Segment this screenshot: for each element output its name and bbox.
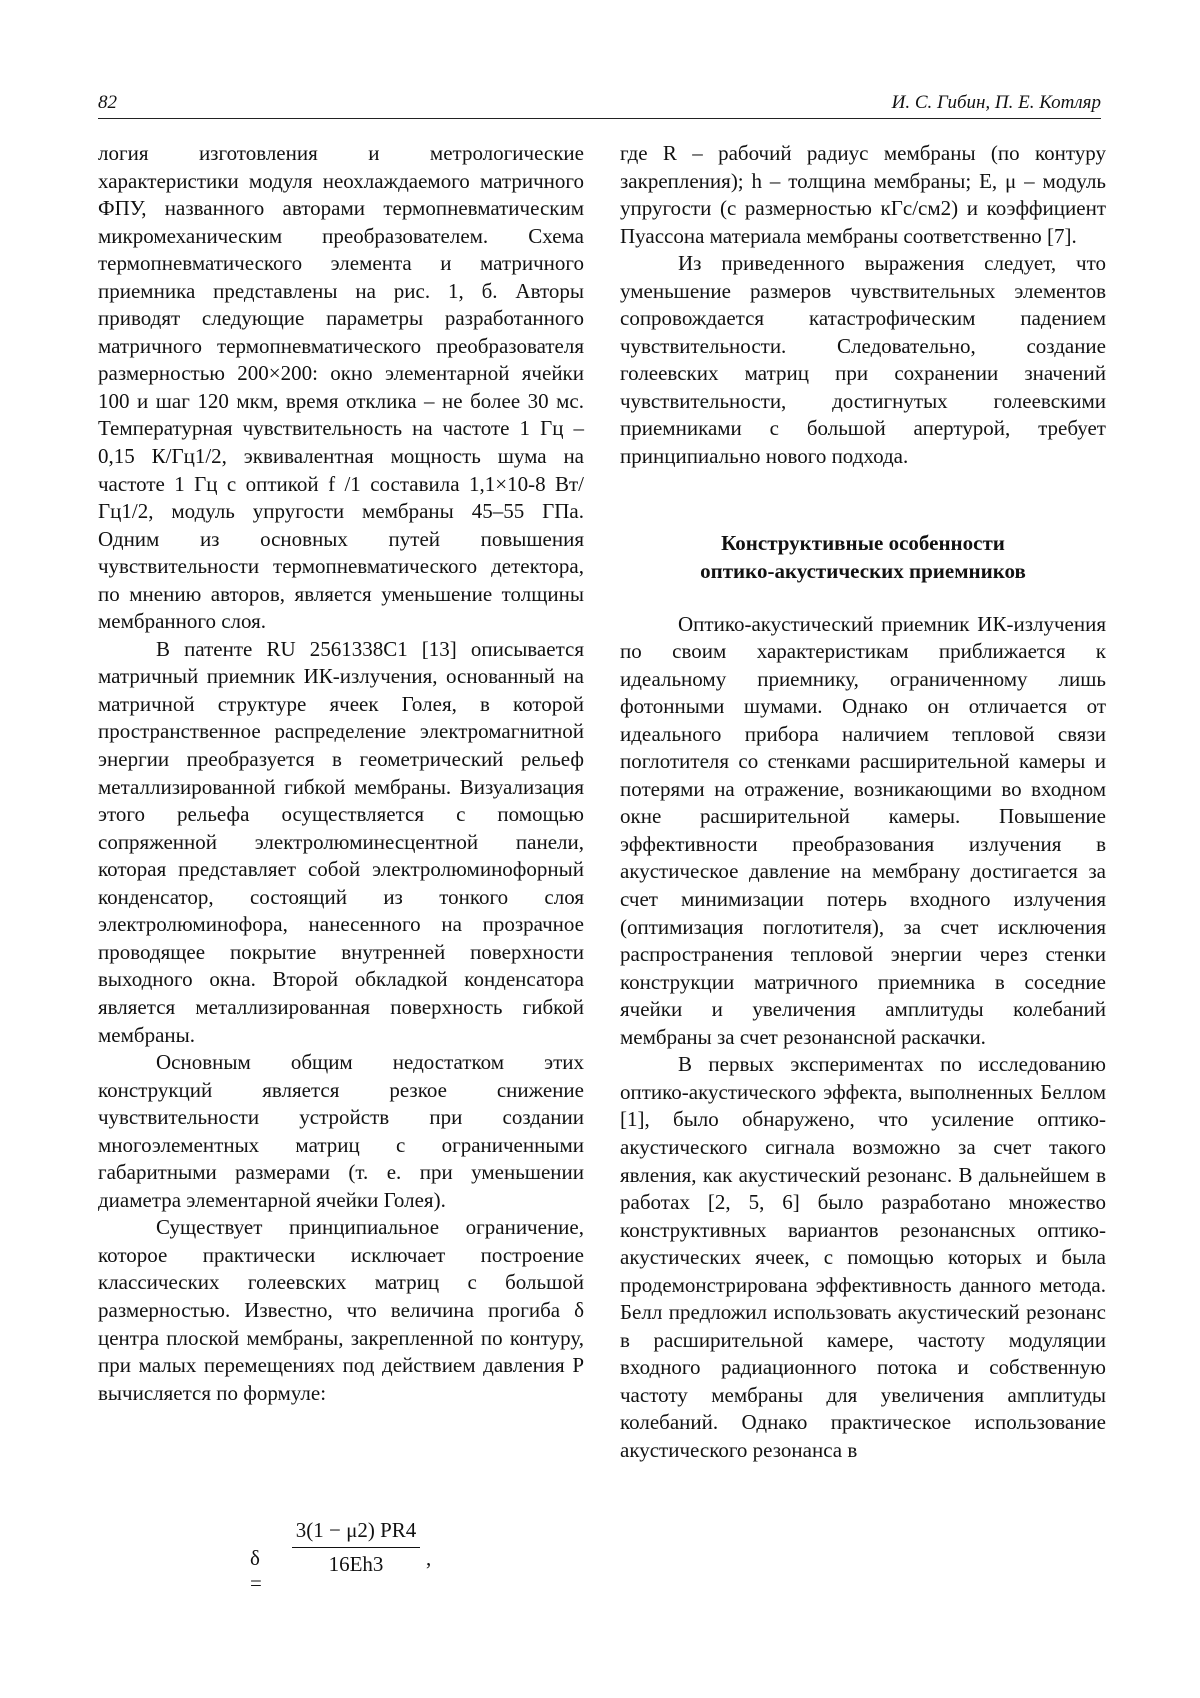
fraction-bar bbox=[292, 1547, 420, 1548]
right-column bbox=[620, 140, 1106, 1465]
formula-denominator: 16Eh3 bbox=[328, 1552, 384, 1576]
left-paragraph-1: логия изготовления и метрологические характеристики модуля неохлаждаемого матричного ФПУ, названного авторами термопневматическим микромеханическим преобразователем. Схема термопневматического элемента и матричного приемника представлены на рис. 1, б. Авторы приводят следующие параметры разработанного матричного термопневматического преобразователя размерностью 200×200: окно элементарной ячейки 100 и шаг 120 мкм, время отклика – не более 30 мс. Температурная чувствительность на частоте 1 Гц – 0,15 К/Гц1/2, эквивалентная мощность шума на частоте 1 Гц с оптикой f /1 составила 1,1×10-8 Вт/ Гц1/2, модуль упругости мембраны 45–55 ГПа. Одним из основных путей повышения чувствительности термопневматического детектора, по мнению авторов, является уменьшение толщины мембранного слоя. bbox=[98, 141, 584, 634]
right-paragraph-4: В первых экспериментах по исследованию оптико-акустического эффекта, выполненных Беллом [1], было обнаружено, что усиление оптико-акустического сигнала возможно за счет такого явления, как акустический резонанс. В дальнейшем в работах [2, 5, 6] было разработано множество конструктивных вариантов резонансных оптико-акустических ячеек, с помощью которых и была продемонстрирована эффективность данного метода. Белл предложил использовать акустический резонанс в расширительной камере, частоту модуляции входного радиационного потока и собственную частоту мембраны для увеличения амплитуды колебаний. Однако практическое использование акустического резонанса в bbox=[620, 1052, 1106, 1462]
section-heading-line-2: оптико-акустических приемников bbox=[700, 558, 1026, 583]
formula-lhs: δ = bbox=[250, 1546, 262, 1595]
right-paragraph-1: где R – рабочий радиус мембраны (по контуру закрепления); h – толщина мембраны; E, μ – модуль упругости (с размерностью кГс/см2) и коэффициент Пуассона материала мембраны соответственно [7]. bbox=[620, 141, 1106, 248]
left-paragraph-2: В патенте RU 2561338C1 [13] описывается матричный приемник ИК-излучения, основанный на матричной структуре ячеек Голея, в которой пространственное распределение электромагнитной энергии преобразуется в геометрический рельеф металлизированной гибкой мембраны. Визуализация этого рельефа осуществляется с помощью сопряженной электролюминесцентной панели, которая представляет собой электролюминофорный конденсатор, состоящий из тонкого слоя электролюминофора, нанесенного на прозрачное проводящее покрытие внутренней поверхности выходного окна. Второй обкладкой конденсатора является металлизированная поверхность гибкой мембраны. bbox=[98, 636, 584, 1047]
formula-numerator: 3(1 − μ2) PR4 bbox=[295, 1518, 417, 1542]
right-paragraph-3: Оптико-акустический приемник ИК-излучения по своим характеристикам приближается к идеальному приемнику, ограниченному лишь фотонными шумами. Однако он отличается от идеального прибора наличием тепловой связи поглотителя со стенками расширительной камеры и потерями на отражение, возникающими во входном окне расширительной камеры. Повышение эффективности преобразования излучения в акустическое давление на мембрану достигается за счет минимизации потерь входного излучения (оптимизация поглотителя), за счет исключения распространения тепловой энергии через стенки конструкции матричного приемника в соседние ячейки и увеличения амплитуды колебаний мембраны за счет резонансной раскачки. bbox=[620, 611, 1106, 1049]
formula-fraction bbox=[292, 1518, 420, 1577]
left-paragraph-3: Основным общим недостатком этих конструкций является резкое снижение чувствительности устройств при создании многоэлементных матриц с ограниченными габаритными размерами (т. е. при уменьшении диаметра элементарной ячейки Голея). bbox=[98, 1050, 584, 1212]
formula-comma: , bbox=[426, 1546, 432, 1570]
running-header bbox=[98, 92, 1101, 119]
section-heading bbox=[620, 529, 1106, 585]
left-paragraph-4: Существует принципиальное ограничение, которое практически исключает построение классических голеевских матриц с большой размерностью. Известно, что величина прогиба δ центра плоской мембраны, закрепленной по контуру, при малых перемещениях под действием давления P вычисляется по формуле: bbox=[98, 1215, 584, 1405]
left-column bbox=[98, 140, 584, 1407]
section-heading-line-1: Конструктивные особенности bbox=[721, 530, 1005, 555]
page-number: 82 bbox=[98, 92, 117, 113]
right-paragraph-2: Из приведенного выражения следует, что уменьшение размеров чувствительных элементов сопровождается катастрофическим падением чувствительности. Следовательно, создание голеевских матриц при сохранении значений чувствительности, достигнутых голеевскими приемниками с большой апертурой, требует принципиально нового подхода. bbox=[620, 251, 1106, 469]
running-header-authors: И. С. Гибин, П. Е. Котляр bbox=[891, 92, 1101, 113]
